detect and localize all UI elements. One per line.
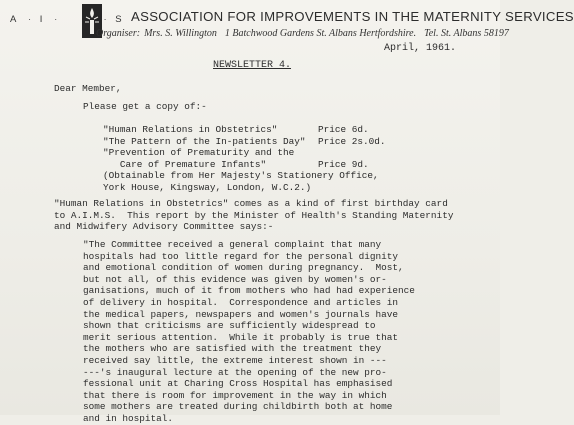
quote-line: and in hospital. <box>83 412 174 424</box>
paragraph-line: "Human Relations in Obstetrics" comes as a kind of first birthday card <box>54 198 448 209</box>
paragraph-line: to A.I.M.S. This report by the Minister of Health's Standing Maternity <box>54 209 454 221</box>
publication-title: York House, Kingsway, London, W.C.2.) <box>103 181 312 193</box>
publication-title: "Prevention of Prematurity and the <box>103 147 295 159</box>
aims-letters: A · I · · S <box>10 14 125 25</box>
quote-line: the medical papers, newspapers and women's journals have <box>83 308 399 320</box>
publication-item <box>103 124 403 136</box>
quote-line: received say little, the extreme interest shown in --- <box>83 354 387 366</box>
publication-title: "The Pattern of the In-patients Day" <box>103 135 306 147</box>
quote-line: fessional unit at Charing Cross Hospital has emphasised <box>83 378 393 390</box>
intro-line: Please get a copy of:- <box>83 101 207 112</box>
organiser-telephone: Tel. St. Albans 58197 <box>424 28 509 39</box>
aims-letter: S <box>115 14 125 25</box>
newsletter-title: NEWSLETTER 4. <box>213 60 292 71</box>
aims-letter: I <box>39 14 46 25</box>
quote-line: hospitals had too little regard for the personal dignity <box>83 250 399 262</box>
publication-item <box>103 170 403 182</box>
publication-title: "Human Relations in Obstetrics" <box>103 124 278 135</box>
quote-line: merit serious attention. While it probably is true that <box>83 331 399 343</box>
quote-line: ---'s inaugural lecture at the opening of the new pro- <box>83 366 387 378</box>
publication-title: Care of Premature Infants" <box>103 158 267 170</box>
publication-title: (Obtainable from Her Majesty's Stationery Office, <box>103 170 379 182</box>
quote-line: the mothers who are satisfied with the treatment they <box>83 343 382 355</box>
publication-price: Price 6d. <box>318 124 369 135</box>
quote-line: "The Committee received a general complaint that many <box>83 239 382 250</box>
publication-item <box>103 159 403 171</box>
salutation: Dear Member, <box>54 83 122 94</box>
publication-item <box>103 147 403 159</box>
quote-line: and emotional condition of women during pregnancy. Most, <box>83 262 404 274</box>
quote-line: that there is room for improvement in the way in which <box>83 389 387 401</box>
organiser-address: 1 Batchwood Gardens St. Albans Hertfordshire. <box>224 28 417 39</box>
quote-line: shown that criticisms are sufficiently widespread to <box>83 320 376 332</box>
aims-letter: A <box>10 14 20 25</box>
letter-date: April, 1961. <box>384 43 457 54</box>
organiser-name: Mrs. S. Willington <box>144 28 217 39</box>
publication-item <box>103 182 403 194</box>
publication-item <box>103 136 403 148</box>
quote-line: ganisations, much of it from mothers who had had experience <box>83 285 415 297</box>
quote-line: of delivery in hospital. Correspondence and articles in <box>83 296 399 308</box>
organisation-name: ASSOCIATION FOR IMPROVEMENTS IN THE MATERNITY SERVICES <box>131 9 574 24</box>
organiser-label: Organiser: <box>96 28 141 39</box>
publication-price: Price 2s.0d. <box>318 135 386 147</box>
quote-line: but not all, of this evidence was given by women's or- <box>83 273 387 285</box>
paragraph-line: and Midwifery Advisory Committee says:- <box>54 221 274 233</box>
body-paragraph <box>54 198 453 233</box>
committee-quote <box>83 239 415 425</box>
organiser-line <box>96 28 517 39</box>
quote-line: some mothers are treated during childbirth both at home <box>83 401 393 413</box>
publication-price: Price 9d. <box>318 158 369 170</box>
publication-list <box>103 124 403 194</box>
